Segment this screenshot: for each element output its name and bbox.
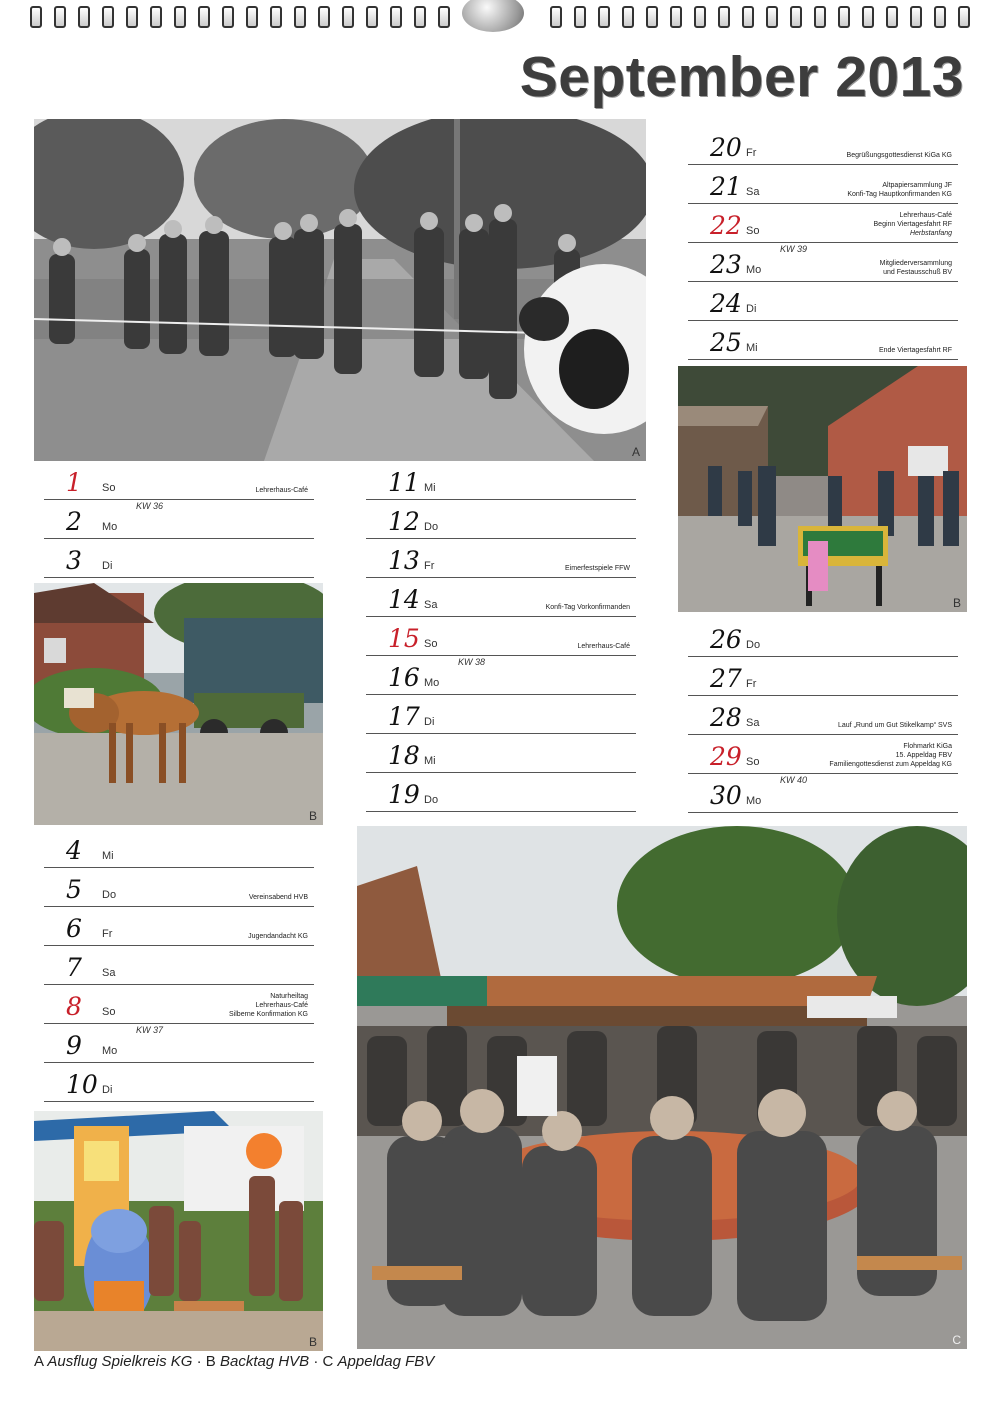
day-row-9: [44, 1024, 314, 1063]
day-row-4: [44, 829, 314, 868]
binding-ring: [550, 6, 562, 28]
event-list: [847, 151, 952, 160]
day-row-27: [688, 657, 958, 696]
day-row-17: [366, 695, 636, 734]
event-entry: Herbstanfang: [909, 230, 952, 237]
event-entry: und Festausschuß BV: [883, 269, 952, 276]
binding-ring: [366, 6, 378, 28]
weekday-name: Di: [102, 560, 113, 572]
binding-ring: [934, 6, 946, 28]
weekday-name: Fr: [746, 678, 757, 690]
day-number: 5: [66, 875, 82, 904]
event-list: [255, 486, 308, 495]
weekday-name: Do: [746, 639, 761, 651]
binding-ring: [414, 6, 426, 28]
binding-ring: [174, 6, 186, 28]
weekday-name: Mo: [424, 677, 440, 689]
caption-separator: ·: [196, 1353, 202, 1370]
photo-tag: B: [952, 596, 961, 610]
day-number: 4: [66, 836, 82, 865]
day-row-21: [688, 165, 958, 204]
day-number: 13: [388, 546, 420, 575]
event-entry: Beginn Viertagesfahrt RF: [873, 221, 952, 228]
weekday-name: Mi: [424, 755, 436, 767]
day-row-6: [44, 907, 314, 946]
day-number: 6: [66, 914, 82, 943]
day-number: 20: [710, 133, 742, 162]
binding-ring: [198, 6, 210, 28]
weekday-name: Di: [746, 303, 757, 315]
day-row-22: [688, 204, 958, 243]
day-row-12: [366, 500, 636, 539]
event-entry: Eimerfestspiele FFW: [565, 565, 630, 572]
photo-tag: B: [308, 809, 317, 823]
weekday-name: So: [746, 225, 760, 237]
binding-ring: [670, 6, 682, 28]
binding-ring: [54, 6, 66, 28]
binding-ring: [622, 6, 634, 28]
day-number: 3: [66, 546, 82, 575]
weekday-name: Fr: [424, 560, 435, 572]
event-list: [847, 181, 952, 199]
day-row-24: [688, 282, 958, 321]
binding-ring: [886, 6, 898, 28]
photo-tag: B: [308, 1335, 317, 1349]
event-entry: Familiengottesdienst zum Appeldag KG: [829, 761, 952, 768]
binding-ring: [126, 6, 138, 28]
day-number: 30: [710, 781, 742, 810]
calendar-week-label: KW 40: [780, 775, 808, 785]
event-list: [546, 603, 630, 612]
day-row-30: [688, 774, 958, 813]
binding-ring: [222, 6, 234, 28]
day-row-19: [366, 773, 636, 812]
weekday-name: Fr: [746, 147, 757, 159]
binding-ring: [814, 6, 826, 28]
day-number: 12: [388, 507, 420, 536]
binding-ring: [862, 6, 874, 28]
day-number: 11: [388, 468, 420, 497]
weekday-name: Fr: [102, 928, 113, 940]
binding-ring: [910, 6, 922, 28]
day-row-13: [366, 539, 636, 578]
event-list: [249, 893, 308, 902]
calendar-week-label: KW 37: [136, 1025, 164, 1035]
photo-pferdewagen: [34, 583, 323, 825]
binding-ring: [790, 6, 802, 28]
event-entry: 15. Appeldag FBV: [895, 752, 952, 759]
binding-ring: [270, 6, 282, 28]
day-number: 23: [710, 250, 742, 279]
photo-caption: [34, 1353, 434, 1370]
day-number: 21: [710, 172, 742, 201]
event-entry: Konfi-Tag Vorkonfirmanden: [545, 604, 630, 611]
day-number: 22: [710, 211, 742, 240]
photo-backtag-hof: [678, 366, 967, 612]
event-entry: Lehrerhaus-Café: [255, 1002, 308, 1009]
day-row-3: [44, 539, 314, 578]
caption-text-c: Appeldag FBV: [337, 1353, 435, 1370]
binding-ring: [390, 6, 402, 28]
binding-ring: [294, 6, 306, 28]
photo-maskottchen: [34, 1111, 323, 1351]
event-entry: Ende Viertagesfahrt RF: [878, 347, 952, 354]
day-row-1: [44, 461, 314, 500]
day-number: 9: [66, 1031, 82, 1060]
binding-ring: [150, 6, 162, 28]
caption-letter-c: C: [322, 1353, 334, 1370]
weekday-name: So: [424, 638, 438, 650]
caption-letter-a: A: [34, 1353, 44, 1370]
caption-text-b: Backtag HVB: [219, 1353, 310, 1370]
day-row-23: [688, 243, 958, 282]
day-number: 14: [388, 585, 420, 614]
day-number: 16: [388, 663, 420, 692]
day-row-29: [688, 735, 958, 774]
weekday-name: Di: [102, 1084, 113, 1096]
photo-ausflug: [34, 119, 646, 461]
weekday-name: Mo: [102, 521, 118, 533]
caption-separator: ·: [313, 1353, 319, 1370]
binding-ring: [438, 6, 450, 28]
event-list: [577, 642, 630, 651]
page-title: September 2013: [519, 45, 964, 109]
day-row-26: [688, 618, 958, 657]
day-row-2: [44, 500, 314, 539]
day-row-15: [366, 617, 636, 656]
weekday-name: Sa: [746, 717, 760, 729]
day-row-16: [366, 656, 636, 695]
event-entry: Lehrerhaus-Café: [899, 212, 952, 219]
day-number: 15: [388, 624, 420, 653]
weekday-name: Sa: [746, 186, 760, 198]
event-entry: Altpapiersammlung JF: [882, 182, 952, 189]
day-number: 28: [710, 703, 742, 732]
event-entry: Konfi-Tag Hauptkonfirmanden KG: [847, 191, 952, 198]
event-entry: Mitgliederversammlung: [879, 260, 952, 267]
weekday-name: Mo: [102, 1045, 118, 1057]
weekday-name: Sa: [102, 967, 116, 979]
weekday-name: Di: [424, 716, 435, 728]
day-row-20: [688, 126, 958, 165]
day-number: 1: [66, 468, 82, 497]
day-row-8: [44, 985, 314, 1024]
binding-ring: [718, 6, 730, 28]
event-list: [874, 211, 952, 238]
binding-ring: [30, 6, 42, 28]
day-row-10: [44, 1063, 314, 1102]
weekday-name: So: [102, 1006, 116, 1018]
calendar-week-label: KW 38: [458, 657, 486, 667]
binding-ring: [958, 6, 970, 28]
event-list: [880, 259, 952, 277]
day-number: 24: [710, 289, 742, 318]
binding-ring: [574, 6, 586, 28]
event-entry: Vereinsabend HVB: [248, 894, 308, 901]
event-list: [248, 932, 308, 941]
event-list: [229, 992, 308, 1019]
calendar-week-label: KW 39: [780, 244, 808, 254]
weekday-name: Mo: [746, 264, 762, 276]
binding-ring: [102, 6, 114, 28]
binding-ring: [246, 6, 258, 28]
day-number: 19: [388, 780, 420, 809]
weekday-name: Mi: [102, 850, 114, 862]
weekday-name: Mi: [746, 342, 758, 354]
day-number: 26: [710, 625, 742, 654]
weekday-name: Do: [102, 889, 117, 901]
event-list: [829, 742, 952, 769]
event-entry: Begrüßungsgottesdienst KiGa KG: [846, 152, 952, 159]
event-entry: Lauf „Rund um Gut Stikelkamp“ SVS: [838, 722, 952, 729]
day-row-5: [44, 868, 314, 907]
caption-text-a: Ausflug Spielkreis KG: [47, 1353, 193, 1370]
day-row-18: [366, 734, 636, 773]
event-list: [565, 564, 630, 573]
caption-letter-b: B: [205, 1353, 216, 1370]
day-number: 25: [710, 328, 742, 357]
day-number: 8: [66, 992, 82, 1021]
photo-tag: C: [952, 1333, 961, 1347]
weekday-name: So: [102, 482, 116, 494]
calendar-week-label: KW 36: [136, 501, 164, 511]
event-list: [879, 346, 952, 355]
binding-ring: [78, 6, 90, 28]
event-entry: Silberne Konfirmation KG: [229, 1011, 308, 1018]
event-list: [838, 721, 952, 730]
photo-appeldag: [357, 826, 967, 1349]
binding-ring: [646, 6, 658, 28]
day-number: 27: [710, 664, 742, 693]
binding-ring: [838, 6, 850, 28]
photo-tag: A: [631, 445, 640, 459]
event-entry: Jugendandacht KG: [248, 933, 308, 940]
day-number: 2: [66, 507, 82, 536]
event-entry: Flohmarkt KiGa: [903, 743, 952, 750]
binding-ring: [766, 6, 778, 28]
binding-ring: [742, 6, 754, 28]
day-row-11: [366, 461, 636, 500]
day-row-7: [44, 946, 314, 985]
weekday-name: Mi: [424, 482, 436, 494]
event-entry: Naturheiltag: [270, 993, 308, 1000]
day-row-25: [688, 321, 958, 360]
event-entry: Lehrerhaus-Café: [577, 643, 630, 650]
binding-ring: [598, 6, 610, 28]
weekday-name: Do: [424, 794, 439, 806]
binding-ring: [318, 6, 330, 28]
day-number: 29: [710, 742, 742, 771]
weekday-name: Do: [424, 521, 439, 533]
weekday-name: Sa: [424, 599, 438, 611]
binding-ring: [694, 6, 706, 28]
day-number: 7: [66, 953, 82, 982]
day-number: 10: [66, 1070, 98, 1099]
weekday-name: Mo: [746, 795, 762, 807]
day-number: 17: [388, 702, 420, 731]
event-entry: Lehrerhaus-Café: [255, 487, 308, 494]
binding-ring: [342, 6, 354, 28]
day-row-28: [688, 696, 958, 735]
day-number: 18: [388, 741, 420, 770]
day-row-14: [366, 578, 636, 617]
weekday-name: So: [746, 756, 760, 768]
